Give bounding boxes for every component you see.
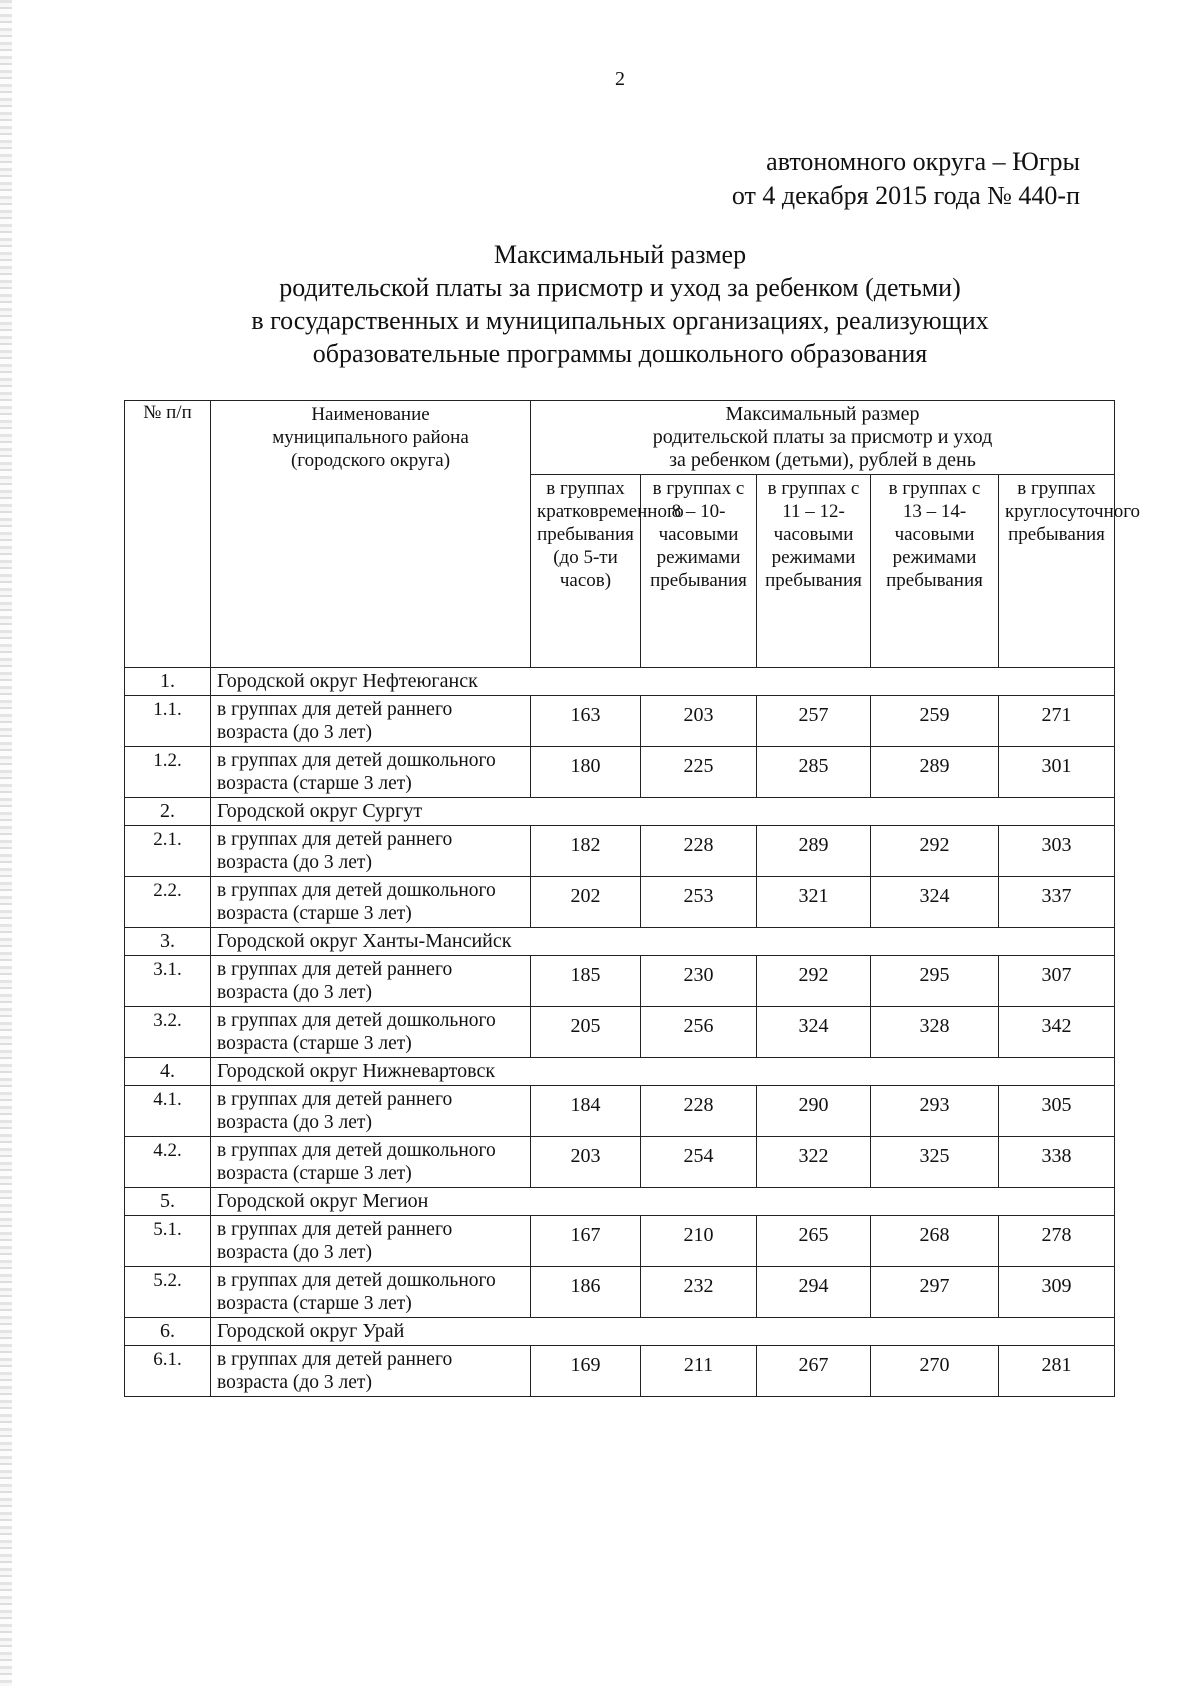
row-description: в группах для детей раннего возраста (до 3 лет) [211,956,531,1007]
row-number: 3.2. [125,1007,211,1058]
fee-value: 309 [999,1267,1115,1318]
fee-value: 285 [757,747,871,798]
table-body [125,668,1115,1397]
fee-value: 297 [871,1267,999,1318]
table-row [125,1216,1115,1267]
row-number: 1.2. [125,747,211,798]
page-number: 2 [615,68,625,90]
row-description: в группах для детей раннего возраста (до 3 лет) [211,1086,531,1137]
row-number: 5.2. [125,1267,211,1318]
table-row [125,1137,1115,1188]
row-description: в группах для детей раннего возраста (до 3 лет) [211,826,531,877]
table-row [125,1267,1115,1318]
group-row [125,798,1115,826]
header-num: № п/п [125,401,211,668]
fee-value: 321 [757,877,871,928]
fee-value: 271 [999,696,1115,747]
fee-value: 290 [757,1086,871,1137]
row-description: в группах для детей раннего возраста (до 3 лет) [211,696,531,747]
fee-value: 182 [531,826,641,877]
row-description: в группах для детей дошкольного возраста (старше 3 лет) [211,1137,531,1188]
fee-value: 289 [757,826,871,877]
fee-value: 253 [641,877,757,928]
fee-value: 342 [999,1007,1115,1058]
fee-value: 184 [531,1086,641,1137]
fee-value: 322 [757,1137,871,1188]
group-name: Городской округ Ханты-Мансийск [211,928,1115,956]
header-24h: в группах круглосуточного пребывания [999,475,1115,668]
fee-value: 324 [871,877,999,928]
fee-value: 256 [641,1007,757,1058]
fee-value: 232 [641,1267,757,1318]
fee-value: 254 [641,1137,757,1188]
row-description: в группах для детей дошкольного возраста (старше 3 лет) [211,1007,531,1058]
fee-value: 268 [871,1216,999,1267]
table-row [125,696,1115,747]
fee-value: 186 [531,1267,641,1318]
document-title [0,238,1200,370]
fee-value: 163 [531,696,641,747]
row-description: в группах для детей дошкольного возраста (старше 3 лет) [211,1267,531,1318]
fee-value: 228 [641,826,757,877]
header-13-14h: в группах с 13 – 14-часовыми режимами пребывания [871,475,999,668]
row-description: в группах для детей дошкольного возраста (старше 3 лет) [211,877,531,928]
title-line-3: в государственных и муниципальных организациях, реализующих [251,306,989,335]
fee-value: 265 [757,1216,871,1267]
header-short-stay: в группах кратковременного пребывания (до 5-ти часов) [531,475,641,668]
fee-value: 225 [641,747,757,798]
group-name: Городской округ Урай [211,1318,1115,1346]
header-line-1: автономного округа – Югры [766,147,1080,176]
fee-value: 293 [871,1086,999,1137]
group-row [125,1318,1115,1346]
fee-value: 228 [641,1086,757,1137]
fee-value: 325 [871,1137,999,1188]
fee-value: 185 [531,956,641,1007]
fee-value: 267 [757,1346,871,1397]
header-max-fee: Максимальный размер родительской платы за присмотр и уход за ребенком (детьми), рублей в день [531,401,1115,475]
group-row [125,1058,1115,1086]
row-number: 3.1. [125,956,211,1007]
table-row [125,956,1115,1007]
fee-value: 301 [999,747,1115,798]
fee-value: 167 [531,1216,641,1267]
row-number: 4.1. [125,1086,211,1137]
document-reference [732,145,1080,213]
group-name: Городской округ Мегион [211,1188,1115,1216]
header-line-2: от 4 декабря 2015 года № 440-п [731,181,1080,210]
table-row [125,747,1115,798]
group-row [125,928,1115,956]
group-number: 6. [125,1318,211,1346]
group-row [125,1188,1115,1216]
fee-value: 203 [641,696,757,747]
group-name: Городской округ Сургут [211,798,1115,826]
fee-value: 338 [999,1137,1115,1188]
header-8-10h: в группах с 8 – 10-часовыми режимами пребывания [641,475,757,668]
title-line-2: родительской платы за присмотр и уход за ребенком (детьми) [279,273,961,302]
table-row [125,1086,1115,1137]
fee-value: 205 [531,1007,641,1058]
fee-value: 257 [757,696,871,747]
title-line-1: Максимальный размер [493,240,747,269]
fee-value: 328 [871,1007,999,1058]
header-municipality: Наименование муниципального района (городского округа) [211,401,531,668]
row-number: 2.1. [125,826,211,877]
fee-value: 292 [871,826,999,877]
row-number: 5.1. [125,1216,211,1267]
fee-value: 230 [641,956,757,1007]
table-row [125,826,1115,877]
fee-value: 278 [999,1216,1115,1267]
fee-value: 295 [871,956,999,1007]
fee-value: 169 [531,1346,641,1397]
table-row [125,1346,1115,1397]
fee-value: 303 [999,826,1115,877]
fee-value: 180 [531,747,641,798]
group-number: 2. [125,798,211,826]
fee-value: 324 [757,1007,871,1058]
fee-value: 305 [999,1086,1115,1137]
row-number: 1.1. [125,696,211,747]
fee-value: 259 [871,696,999,747]
group-name: Городской округ Нефтеюганск [211,668,1115,696]
fee-value: 337 [999,877,1115,928]
row-description: в группах для детей раннего возраста (до 3 лет) [211,1216,531,1267]
title-line-4: образовательные программы дошкольного образования [312,339,928,368]
group-number: 5. [125,1188,211,1216]
fee-value: 203 [531,1137,641,1188]
group-number: 4. [125,1058,211,1086]
fee-value: 211 [641,1346,757,1397]
fee-table [124,400,1141,1397]
fee-value: 307 [999,956,1115,1007]
fee-value: 294 [757,1267,871,1318]
fee-value: 210 [641,1216,757,1267]
fee-value: 281 [999,1346,1115,1397]
table-header-row-1 [125,401,1115,475]
fee-value: 202 [531,877,641,928]
table-row [125,877,1115,928]
group-number: 1. [125,668,211,696]
fee-value: 289 [871,747,999,798]
row-number: 2.2. [125,877,211,928]
group-number: 3. [125,928,211,956]
group-row [125,668,1115,696]
fee-value: 292 [757,956,871,1007]
row-number: 6.1. [125,1346,211,1397]
row-number: 4.2. [125,1137,211,1188]
fee-value: 270 [871,1346,999,1397]
row-description: в группах для детей дошкольного возраста (старше 3 лет) [211,747,531,798]
row-description: в группах для детей раннего возраста (до 3 лет) [211,1346,531,1397]
table-row [125,1007,1115,1058]
header-11-12h: в группах с 11 – 12-часовыми режимами пребывания [757,475,871,668]
group-name: Городской округ Нижневартовск [211,1058,1115,1086]
